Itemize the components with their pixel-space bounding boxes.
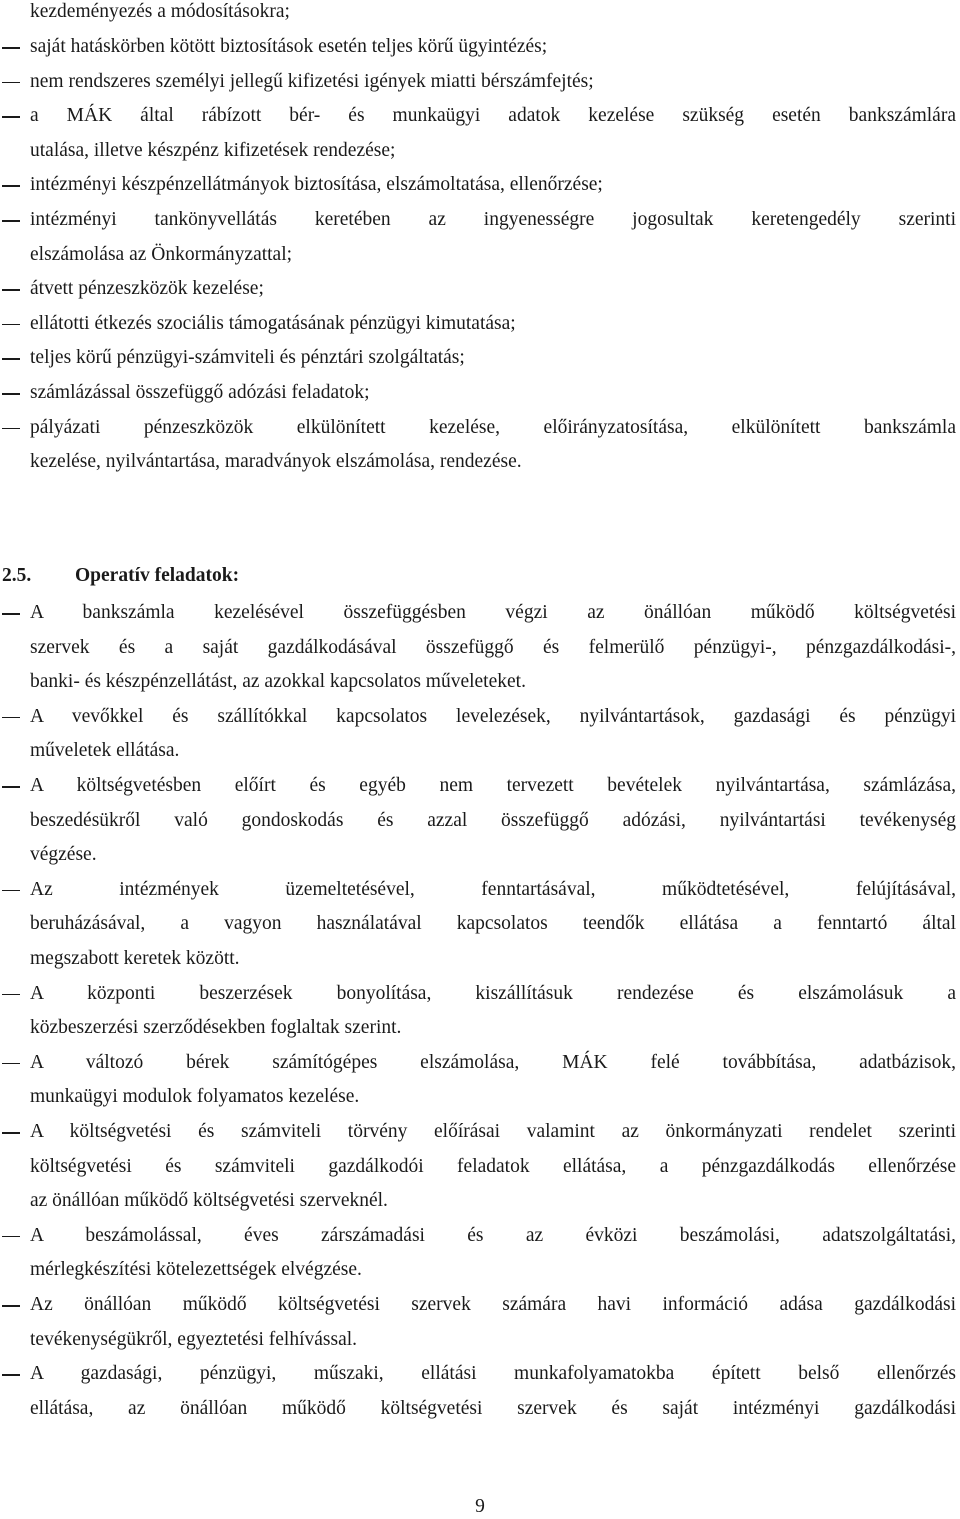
list-dash-marker	[2, 613, 20, 615]
list-dash-marker	[2, 185, 20, 187]
list-dash-marker	[2, 393, 20, 395]
list-item-line: elszámolása az Önkormányzattal;	[30, 243, 293, 265]
list-item-line: kezelése, nyilvántartása, maradványok elszámolása, rendezése.	[30, 451, 522, 473]
list-item-line: Az intézmények üzemeltetésével, fenntartásával, működtetésével, felújításával,	[30, 878, 956, 900]
list-item-line: A költségvetési és számviteli törvény előírásai valamint az önkormányzati rendelet szerinti	[30, 1121, 956, 1142]
list-item-line: A beszámolással, éves zárszámadási és az évközi beszámolási, adatszolgáltatási,	[30, 1224, 956, 1246]
list-item-line: műveletek ellátása.	[30, 740, 180, 762]
list-item-line: ellátása, az önállóan működő költségvetési szervek és saját intézményi gazdálkodási	[30, 1397, 956, 1419]
list-item-line: intézményi tankönyvellátás keretében az ingyenességre jogosultak keretengedély szerinti	[30, 209, 956, 230]
list-item-line: A gazdasági, pénzügyi, műszaki, ellátási munkafolyamatokba épített belső ellenőrzés	[30, 1363, 956, 1385]
list-item-line: A vevőkkel és szállítókkal kapcsolatos levelezések, nyilvántartások, gazdasági és pénzügyi	[30, 705, 956, 727]
list-dash-marker	[2, 1132, 20, 1134]
list-item-line: mérlegkészítési kötelezettségek elvégzése.	[30, 1259, 362, 1281]
list-dash-marker	[2, 717, 20, 719]
list-dash-marker	[2, 1236, 20, 1238]
list-item-line: ellátotti étkezés szociális támogatásának pénzügyi kimutatása;	[30, 312, 516, 334]
continuation-line: kezdeményezés a módosításokra;	[30, 1, 290, 22]
list-item-line: A bankszámla kezelésével összefüggésben végzi az önállóan működő költségvetési	[30, 602, 956, 623]
list-item-line: A változó bérek számítógépes elszámolása, MÁK felé továbbítása, adatbázisok,	[30, 1051, 956, 1073]
list-item-line: költségvetési és számviteli gazdálkodói feladatok ellátása, a pénzgazdálkodás ellenőrzése	[30, 1155, 956, 1177]
list-item-line: Az önállóan működő költségvetési szervek számára havi információ adása gazdálkodási	[30, 1294, 956, 1315]
list-dash-marker	[2, 1305, 20, 1307]
list-dash-marker	[2, 220, 20, 222]
list-item-line: végzése.	[30, 844, 97, 866]
list-item-line: banki- és készpénzellátást, az azokkal kapcsolatos műveleteket.	[30, 671, 526, 693]
list-item-line: átvett pénzeszközök kezelése;	[30, 278, 264, 300]
list-item-line: utalása, illetve készpénz kifizetések rendezése;	[30, 139, 396, 161]
list-item-line: a MÁK által rábízott bér- és munkaügyi adatok kezelése szükség esetén bankszámlára	[30, 105, 956, 127]
list-dash-marker	[2, 82, 20, 84]
list-dash-marker	[2, 324, 20, 326]
list-item-line: pályázati pénzeszközök elkülönített kezelése, előirányzatosítása, elkülönített bankszámla	[30, 416, 956, 438]
list-dash-marker	[2, 786, 20, 788]
list-dash-marker	[2, 428, 20, 430]
list-dash-marker	[2, 994, 20, 996]
list-item-line: teljes körű pénzügyi-számviteli és pénztári szolgáltatás;	[30, 347, 465, 369]
list-dash-marker	[2, 1374, 20, 1376]
section-number: 2.5.	[2, 565, 32, 586]
list-dash-marker	[2, 47, 20, 49]
list-dash-marker	[2, 890, 20, 892]
list-item-line: A központi beszerzések bonyolítása, kiszállításuk rendezése és elszámolásuk a	[30, 982, 956, 1004]
list-item-line: közbeszerzési szerződésekben foglaltak szerint.	[30, 1017, 402, 1039]
section-heading	[0, 559, 960, 593]
list-item-line: számlázással összefüggő adózási feladatok;	[30, 382, 370, 403]
list-item-line: az önállóan működő költségvetési szerveknél.	[30, 1190, 388, 1212]
list-dash-marker	[2, 1063, 20, 1065]
list-item-line: A költségvetésben előírt és egyéb nem tervezett bevételek nyilvántartása, számlázása,	[30, 775, 956, 796]
list-item-line: megszabott keretek között.	[30, 948, 240, 969]
section-title: Operatív feladatok:	[75, 565, 240, 586]
page-number: 9	[475, 1496, 485, 1517]
list-item-line: szervek és a saját gazdálkodásával összefüggő és felmerülő pénzügyi-, pénzgazdálkodási-,	[30, 636, 956, 658]
list-item-line: intézményi készpénzellátmányok biztosítása, elszámoltatása, ellenőrzése;	[30, 174, 603, 196]
list-dash-marker	[2, 358, 20, 360]
list-item-line: beszedésükről való gondoskodás és azzal összefüggő adózási, nyilvántartási tevékenység	[30, 809, 956, 831]
list-dash-marker	[2, 289, 20, 291]
list-item-line: saját hatáskörben kötött biztosítások esetén teljes körű ügyintézés;	[30, 36, 548, 57]
list-dash-marker	[2, 116, 20, 118]
list-item-line: nem rendszeres személyi jellegű kifizetési igények miatti bérszámfejtés;	[30, 70, 594, 92]
list-item-line: beruházásával, a vagyon használatával kapcsolatos teendők ellátása a fenntartó által	[30, 913, 956, 935]
list-item-line: tevékenységükről, egyeztetési felhívással.	[30, 1328, 358, 1350]
list-item-line: munkaügyi modulok folyamatos kezelése.	[30, 1086, 360, 1108]
